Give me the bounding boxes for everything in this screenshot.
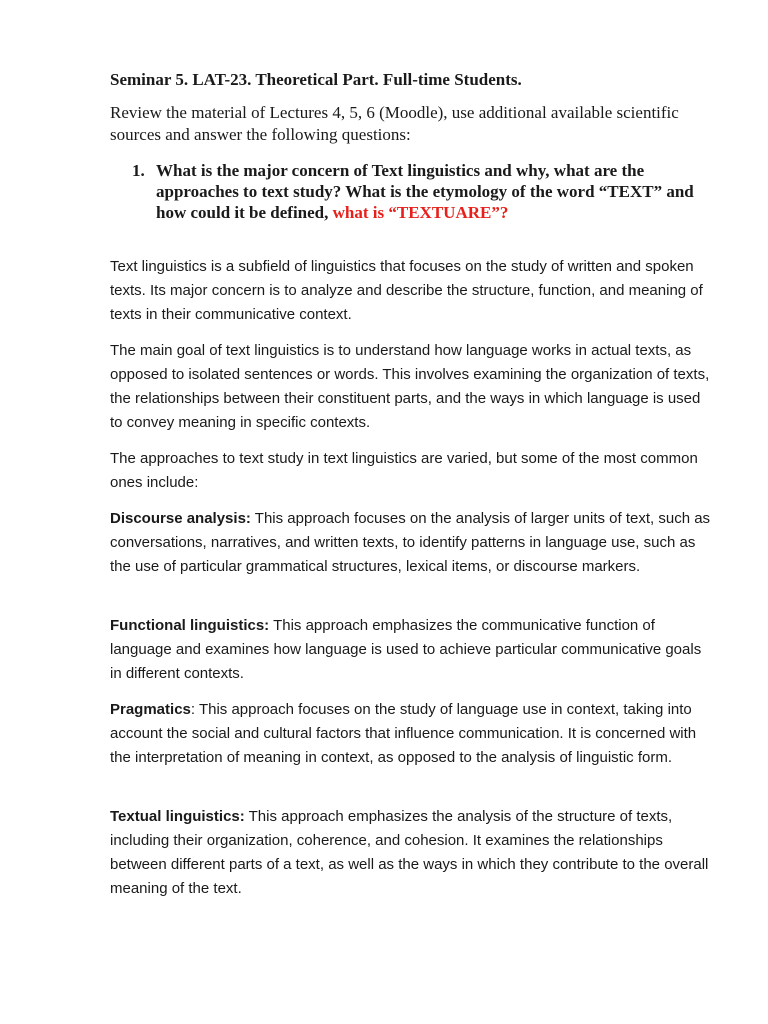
approach-discourse-analysis [110, 507, 716, 579]
approach-description: This approach emphasizes the communicative function of language and examines how language is used to achieve particular communicative goals in different contexts. [110, 617, 702, 682]
approach-description: : This approach focuses on the study of language use in context, taking into account the social and cultural factors that influence communication. It is concerned with the interpretation of meaning in context, as opposed to the analysis of linguistic form. [110, 701, 697, 766]
approach-term: Pragmatics [110, 701, 191, 718]
approach-term: Textual linguistics: [110, 808, 245, 825]
approach-pragmatics [110, 698, 716, 770]
approach-term: Functional linguistics: [110, 617, 270, 634]
question-main-text: What is the major concern of Text linguistics and why, what are the approaches to text study? What is the etymology of the word “TEXT” and how could it be defined, [156, 161, 694, 222]
question-item [132, 160, 712, 223]
approach-description: This approach focuses on the analysis of larger units of text, such as conversations, narratives, and written texts, to identify patterns in language use, such as the use of particular grammatical structures, lexical items, or discourse markers. [110, 510, 711, 575]
question-number: 1. [132, 161, 145, 180]
approach-functional-linguistics [110, 614, 716, 686]
paragraph-definition: Text linguistics is a subfield of linguistics that focuses on the study of written and spoken texts. Its major concern is to analyze and describe the structure, function, and meaning of texts in their communicative context. [110, 258, 703, 323]
intro-paragraph: Review the material of Lectures 4, 5, 6 (Moodle), use additional available scientific sources and answer the following questions: [110, 103, 679, 144]
paragraph-approaches-intro: The approaches to text study in text linguistics are varied, but some of the most common ones include: [110, 450, 698, 491]
approach-term: Discourse analysis: [110, 510, 251, 527]
question-highlight: what is “TEXTUARE”? [332, 203, 509, 222]
question-text [156, 160, 712, 223]
paragraph-main-goal: The main goal of text linguistics is to understand how language works in actual texts, as opposed to isolated sentences or words. This involves examining the organization of texts, the relationships between their constituent parts, and the ways in which language is used to convey meaning in specific contexts. [110, 342, 710, 431]
approach-description: This approach emphasizes the analysis of the structure of texts, including their organization, coherence, and cohesion. It examines the relationships between different parts of a text, as well as the ways in which they contribute to the overall meaning of the text. [110, 808, 709, 897]
page-title: Seminar 5. LAT-23. Theoretical Part. Full-time Students. [110, 70, 522, 89]
approach-textual-linguistics [110, 805, 716, 901]
